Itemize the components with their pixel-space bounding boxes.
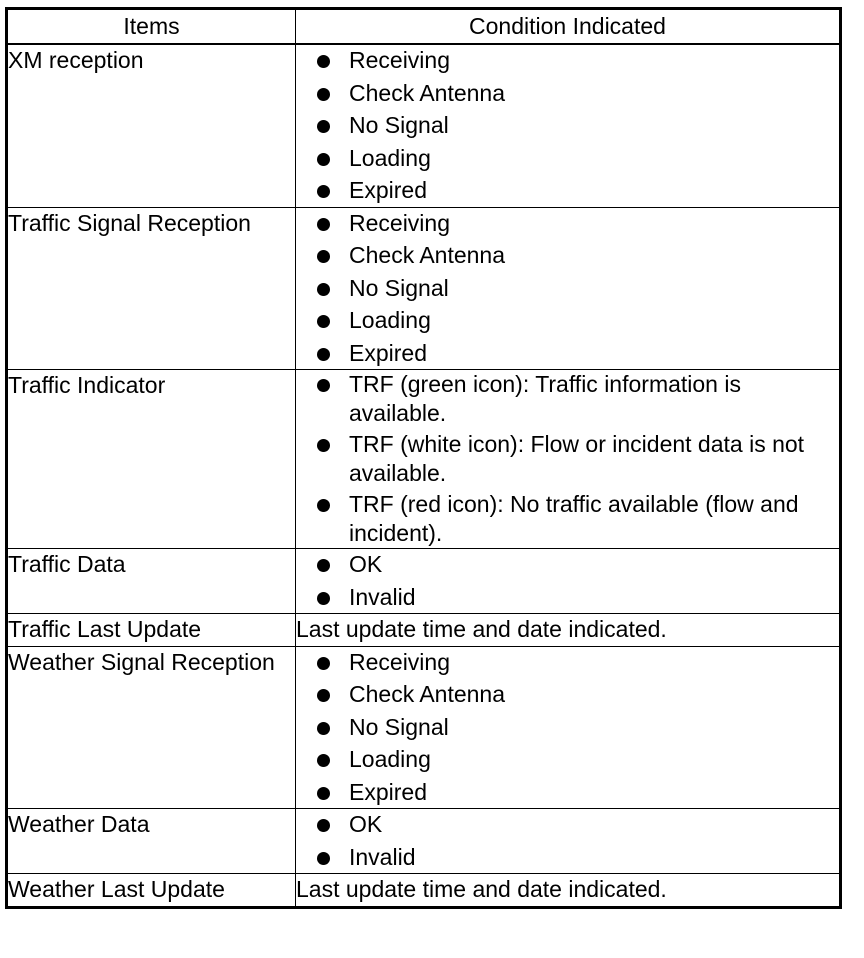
item-cell: XM reception: [7, 44, 296, 207]
header-items: Items: [7, 9, 296, 45]
condition-item: Check Antenna: [314, 78, 839, 110]
table-row: [7, 614, 841, 647]
condition-item: Expired: [314, 338, 839, 370]
condition-item: OK: [314, 809, 839, 841]
condition-item: Receiving: [314, 45, 839, 77]
conditions-table: [5, 7, 842, 909]
condition-cell: [296, 44, 841, 207]
condition-cell: [296, 614, 841, 647]
table-row: [7, 809, 841, 874]
condition-list: [296, 370, 839, 548]
item-cell: Traffic Signal Reception: [7, 207, 296, 370]
condition-item: Receiving: [314, 208, 839, 240]
item-cell: Weather Signal Reception: [7, 646, 296, 809]
condition-item: Loading: [314, 305, 839, 337]
condition-text: Last update time and date indicated.: [296, 616, 667, 642]
header-condition-indicated: Condition Indicated: [296, 9, 841, 45]
condition-item: Loading: [314, 744, 839, 776]
condition-item: Check Antenna: [314, 240, 839, 272]
condition-text: Last update time and date indicated.: [296, 876, 667, 902]
condition-list: [296, 45, 839, 207]
condition-item: Expired: [314, 175, 839, 207]
header-row: [7, 9, 841, 45]
condition-list: [296, 809, 839, 873]
condition-item: Expired: [314, 777, 839, 809]
table-row: [7, 370, 841, 549]
condition-item: Invalid: [314, 842, 839, 874]
condition-list: [296, 208, 839, 370]
condition-cell: [296, 370, 841, 549]
condition-cell: [296, 207, 841, 370]
table-row: [7, 549, 841, 614]
table-row: [7, 646, 841, 809]
condition-item: TRF (white icon): Flow or incident data is not available.: [314, 430, 839, 488]
condition-item: TRF (green icon): Traffic information is available.: [314, 370, 839, 428]
condition-item: OK: [314, 549, 839, 581]
condition-list: [296, 549, 839, 613]
table-row: [7, 207, 841, 370]
condition-cell: [296, 874, 841, 908]
item-cell: Weather Data: [7, 809, 296, 874]
condition-cell: [296, 809, 841, 874]
condition-item: Check Antenna: [314, 679, 839, 711]
condition-item: TRF (red icon): No traffic available (flow and incident).: [314, 490, 839, 548]
condition-item: Invalid: [314, 582, 839, 614]
condition-item: No Signal: [314, 712, 839, 744]
table-row: [7, 44, 841, 207]
item-cell: Traffic Data: [7, 549, 296, 614]
condition-item: No Signal: [314, 273, 839, 305]
condition-cell: [296, 646, 841, 809]
item-cell: Traffic Indicator: [7, 370, 296, 549]
condition-list: [296, 647, 839, 809]
condition-cell: [296, 549, 841, 614]
item-cell: Weather Last Update: [7, 874, 296, 908]
condition-item: Loading: [314, 143, 839, 175]
item-cell: Traffic Last Update: [7, 614, 296, 647]
condition-item: Receiving: [314, 647, 839, 679]
condition-item: No Signal: [314, 110, 839, 142]
table-row: [7, 874, 841, 908]
